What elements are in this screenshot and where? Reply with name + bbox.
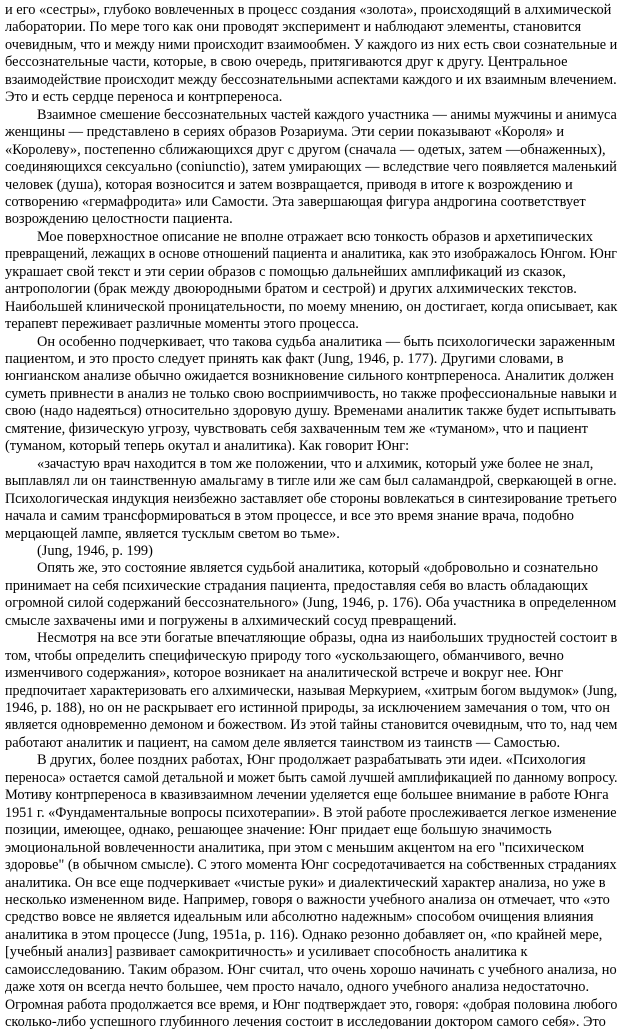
text-line: 1951 г. «Фундаментальные вопросы психотерапии». В этой работе прослеживается легкое изменение — [5, 804, 617, 821]
text-line: является одновременно демоном и божеством. Из этой тайны становится очевидным, что то, над чем — [5, 717, 618, 734]
text-line: Огромная работа продолжается все время, и Юнг подтверждает это, говоря: «добрая половина любого — [5, 996, 618, 1013]
text-line: смятение, физическую угрозу, чувствовать себя захваченным тем же «туманом», что и пациент — [5, 420, 588, 437]
text-line: эмоциональной вовлеченности аналитика, при этом с меньшим акцентом на его "психическом — [5, 839, 585, 856]
text-line: позиции, имеющее, однако, решающее значение: Юнг придает еще большую значимость — [5, 822, 552, 839]
text-line: «Королеву», постепенно сближающихся друг с другом (сначала — одетых, затем —обнаженных), — [5, 141, 606, 158]
text-line: здоровье" (в обычном смысле). С этого момента Юнг сосредотачивается на собственных страданиях — [5, 857, 617, 874]
text-line: аналитика в этом процессе (Jung, 1951a, p. 116). Однако резонно добавляет он, «по крайней мере, — [5, 926, 603, 943]
text-line: (туманом, который теперь окутал и аналитика). Как говорит Юнг: — [5, 438, 410, 455]
text-line: начала и самим трансформироваться в этом процессе, и все это время знание врача, подобно — [5, 508, 574, 525]
text-line: даже хотя он всегда нечто большее, чем просто начало, одного учебного анализа недостаточно. — [5, 979, 590, 996]
text-line: принимает на себя психические страдания пациента, предоставляя себя во власть обладающих — [5, 577, 589, 594]
text-line: антропологии (брак между двоюродными братом и сестрой) и других алхимических текстов. — [5, 281, 577, 298]
text-line: свою (надо надеяться) относительно здоровую душу. Временами аналитик также будет испытывать — [5, 403, 616, 420]
text-line: сколько-либо успешного глубинного лечения состоит в исследовании доктором самого себя». Это — [5, 1014, 606, 1031]
text-line: предпочитает характеризовать его алхимически, называя Меркурием, «хитрым богом выдумок» (Jung, — [5, 682, 618, 699]
text-line: работают аналитик и пациент, на самом деле является таинством из таинств — Самостью. — [5, 734, 561, 751]
text-line: несколько измененном виде. Например, говоря о важности учебного анализа он отмечает, что «это — [5, 891, 610, 908]
text-line: изменчивого содержания», которое возникает на аналитической встрече и вокруг нее. Юнг — [5, 665, 564, 682]
text-line: средство вовсе не является идеальным или абсолютно надежным» способом очищения влияния — [5, 909, 594, 926]
text-line: и его «сестры», глубоко вовлеченных в процесс создания «золота», происходящий в алхимической — [5, 2, 612, 18]
text-line: очевидным, что и между ними происходит взаимообмен. У каждого из них есть свои сознательные и — [5, 36, 618, 53]
text-line: Взаимное смешение бессознательных частей каждого участника — анимы мужчины и анимуса — [37, 106, 617, 123]
text-line: (Jung, 1946, p. 199) — [37, 542, 153, 559]
text-line: соединяющихся сексуально (coniunctio), затем умирающих — вследствие чего появляется маленький — [5, 159, 617, 176]
text-line: Психологическая индукция неизбежно заставляет обе стороны вовлекаться в синтезирование третьего — [5, 490, 617, 507]
text-line: Это и есть сердце переноса и контрпереноса. — [5, 89, 283, 106]
text-line: суметь привнести в анализ не только свою восприимчивость, но также профессиональные навыки и — [5, 385, 617, 402]
text-line: [учебный анализ] развивает самокритичность» и усиливает способность аналитика к — [5, 944, 528, 961]
text-line: терапевт переживает различные моменты этого процесса. — [5, 316, 359, 333]
text-line: том, чтобы определить специфическую природу того «ускользающего, обманчивого, вечно — [5, 647, 564, 664]
text-line: смысле захвачены ими и погружены в алхимический сосуд превращений. — [5, 612, 457, 629]
text-line: В других, более поздних работах, Юнг продолжает разрабатывать эти идеи. «Психология — [37, 752, 586, 769]
text-line: самоисследованию. Таким образом. Юнг считал, что очень хорошо начинать с учебного анализа, но — [5, 961, 617, 978]
text-line: «зачастую врач находится в том же положении, что и алхимик, который уже более не знал, — [37, 455, 594, 472]
text-line: мерцающей лампе, является тусклым светом во тьме». — [5, 525, 340, 542]
text-line: сотворению «гермафродита» или Самости. Эта завершающая фигура андрогина соответствует — [5, 193, 586, 210]
text-line: взаимодействие происходит между бессознательными аспектами каждого и их взаимным влечением. — [5, 71, 617, 88]
text-line: возрождению целостности пациента. — [5, 211, 233, 228]
text-line: Опять же, это состояние является судьбой аналитика, который «добровольно и сознательно — [37, 560, 599, 577]
text-line: выплавлял ли он таинственную амальгаму в тигле или же сам был саламандрой, сверкающей в огне. — [5, 473, 617, 490]
text-line: 1946, p. 188), но он не раскрывает его истинной природы, за исключением замечания о том, что он — [5, 700, 611, 716]
text-line: Несмотря на все эти богатые впечатляющие образы, одна из наибольших трудностей состоит в — [37, 630, 618, 647]
text-line: пациентом, и это просто следует принять как факт (Jung, 1946, p. 177). Другими словами, в — [5, 351, 564, 367]
text-line: Мое поверхностное описание не вполне отражает всю тонкость образов и архетипических — [37, 228, 593, 245]
text-line: украшает свой текст и эти серии образов с помощью дальнейших амплификаций из сказок, — [5, 263, 566, 280]
text-line: лаборатории. По мере того как они проводят эксперимент и наблюдают элементы, становится — [5, 19, 582, 36]
text-line: огромной силой содержаний бессознательного» (Jung, 1946, p. 176). Оба участника в определенном — [5, 595, 617, 612]
text-line: человек (душа), которая возносится и затем возвращается, приводя в итоге к возрождению и — [5, 176, 573, 193]
text-line: женщины — представлено в сериях образов Розариума. Эти серии показывают «Короля» и — [5, 124, 565, 141]
text-line: Наибольшей клинической проницательности, по моему мнению, он достигает, когда описывает, как — [5, 298, 618, 315]
text-line: бессознательные части, которые, в свою очередь, притягиваются друг к другу. Центральное — [5, 54, 568, 71]
text-line: переноса» остается самой детальной и может быть самой лучшей амплификацией по данному вопросу. — [5, 769, 618, 786]
text-line: превращений, лежащих в основе отношений пациента и аналитика, как это изображалось Юнгом. Юнг — [5, 246, 617, 263]
text-line: юнгианском анализе обычно ожидается возникновение сильного контрпереноса. Аналитик должен — [5, 368, 614, 385]
text-line: Мотиву контрпереноса в квазивзаимном лечении уделяется еще большее внимание в работе Юнга — [5, 787, 609, 804]
text-line: Он особенно подчеркивает, что такова судьба аналитика — быть психологически зараженным — [37, 333, 616, 350]
text-line: аналитика. Он все еще подчеркивает «чистые руки» и диалектический характер анализа, но уже в — [5, 874, 606, 891]
